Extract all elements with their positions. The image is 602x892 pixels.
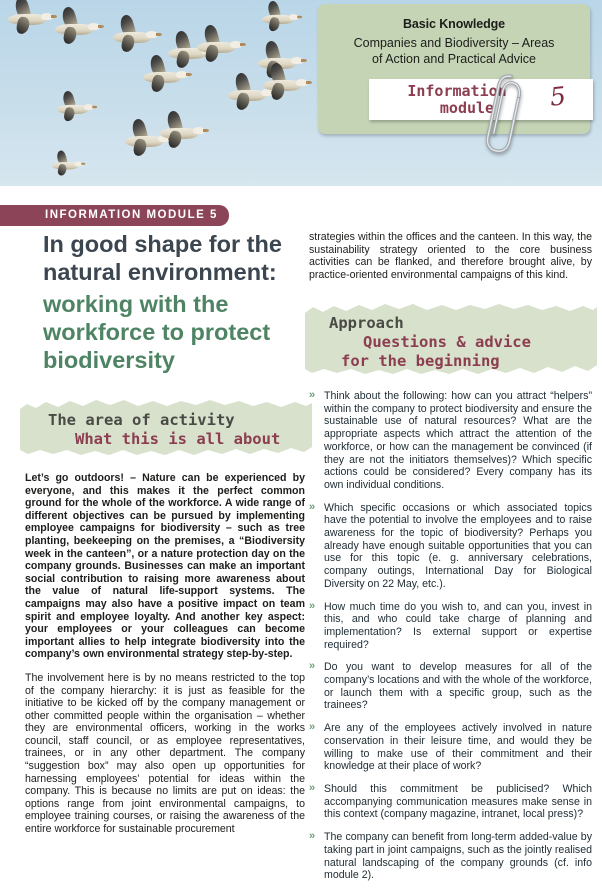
right-column-intro [309, 231, 592, 292]
list-item-text: Do you want to develop measures for all of the company’s locations and with the whole of the workforce, or launch them with a specific group, such as the trainees? [324, 661, 592, 712]
series-subtitle-line-1: Companies and Biodiversity – Areas [353, 36, 555, 50]
double-chevron-icon: » [309, 781, 314, 794]
page-subtitle [43, 290, 293, 374]
page-title-line-1: In good shape for the [43, 231, 282, 257]
list-item-text: How much time do you wish to, and can you, invest in this, and who could take charge of planning and implementation? Is external support or expertise required? [324, 600, 592, 651]
left-paragraph-2: The involvement here is by no means restricted to the top of the company hierarchy: it is just as feasible for the initiative to be kicked off by the company management or other committed people within the organisation – whether they are environmental officers, working in the works council, staff council, or as employee representatives, trainees, or in any other department. The company “suggestion box” may also open up opportunities for harnessing employees’ potential for ideas within the company. This is because no limits are put on ideas: the options range from joint environmental campaigns, to employee training courses, or raising the awareness of the entire workforce for sustainable procurement [25, 671, 305, 836]
left-paragraph-1: Let’s go outdoors! – Nature can be experienced by everyone, and this makes it the perfect common ground for the whole of the workforce. A wide range of different objectives can be pursued by implementing employee campaigns for biodiversity – such as tree planting, beekeeping on the premises, a “Biodiversity week in the canteen”, or a nature protection day on the company grounds. Businesses can make an important social contribution to raising more awareness about the value of natural life-support systems. The campaigns may also have a positive impact on team spirit and employee loyalty. And another key aspect: your employees or your colleagues can become important allies to help integrate biodiversity into the company’s own environmental strategy step-by-step. [25, 472, 305, 661]
left-heading-line-1: The area of activity [48, 411, 235, 429]
left-heading-line-2: What this is all about [75, 430, 281, 448]
page-content [0, 186, 602, 882]
left-section-heading [20, 397, 312, 459]
double-chevron-icon: » [309, 660, 314, 673]
module-number: 5 [548, 81, 568, 112]
list-item [309, 722, 592, 773]
list-item [309, 390, 592, 492]
approach-questions-list [309, 390, 592, 892]
page-title [43, 230, 293, 374]
right-intro-paragraph: strategies within the offices and the canteen. In this way, the sustainability strategy oriented to the core business activities can be flanked, and therefore brought alive, by practice-oriented environmental campaigns of this kind. [309, 231, 592, 281]
list-item [309, 601, 592, 652]
right-section-heading [305, 299, 597, 379]
list-item-text: Think about the following: how can you attract “helpers” within the company to protect biodiversity and ensure the sustainable use of natural resources? What are the appropriate aspects which attract the attention of the workforce, or how can the management be convinced (if they are not the initiators themselves)? Which specific actions could be considered? Every company has its own individual conditions. [324, 390, 592, 491]
list-item-text: Are any of the employees actively involved in nature conservation in their leisure time, and would they be willing to make use of their commitment and their knowledge at their place of work? [324, 722, 592, 773]
list-item-text: Should this commitment be publicised? Which accompanying communication measures make sense in this context (company magazine, intranet, local press)? [324, 782, 592, 821]
page-title-line-2: natural environment: [43, 259, 277, 285]
list-item-text: The company can benefit from long-term added-value by taking part in joint campaigns, such as the jointly realised natural landscaping of the company grounds (cf. info module 2). [324, 831, 592, 882]
left-column-body [25, 472, 305, 847]
right-heading-line-2: Questions & advice [363, 333, 531, 351]
list-item [309, 831, 592, 882]
double-chevron-icon: » [309, 500, 314, 513]
double-chevron-icon: » [309, 830, 314, 843]
status-badge: INFORMATION MODULE 5 [0, 205, 229, 226]
double-chevron-icon: » [309, 721, 314, 734]
list-item [309, 502, 592, 591]
right-heading-line-3: for the beginning [341, 352, 500, 370]
double-chevron-icon: » [309, 599, 314, 612]
module-label-card [369, 79, 593, 120]
list-item-text: Which specific occasions or which associated topics have the potential to involve the employees and to raise awareness for the topic of biodiversity? Perhaps you already have enough suitable opportunities that you can use for this topic (e. g. anniversary celebrations, company outings, International Day for Biological Diversity on 22 May, etc.). [324, 501, 592, 590]
list-item [309, 661, 592, 712]
right-heading-line-1: Approach [329, 314, 404, 332]
module-label-line-2: module [439, 99, 495, 117]
series-subtitle-line-2: of Action and Practical Advice [372, 52, 536, 66]
page-subtitle-line-1: working with the [43, 291, 229, 317]
series-subtitle [326, 35, 582, 67]
page-subtitle-line-3: biodiversity [43, 347, 175, 373]
double-chevron-icon: » [309, 389, 314, 401]
series-title: Basic Knowledge [403, 17, 505, 31]
module-label-line-1: Information [407, 82, 507, 100]
page-subtitle-line-2: workforce to protect [43, 319, 271, 345]
header-photo-banner [0, 0, 602, 186]
list-item [309, 783, 592, 821]
